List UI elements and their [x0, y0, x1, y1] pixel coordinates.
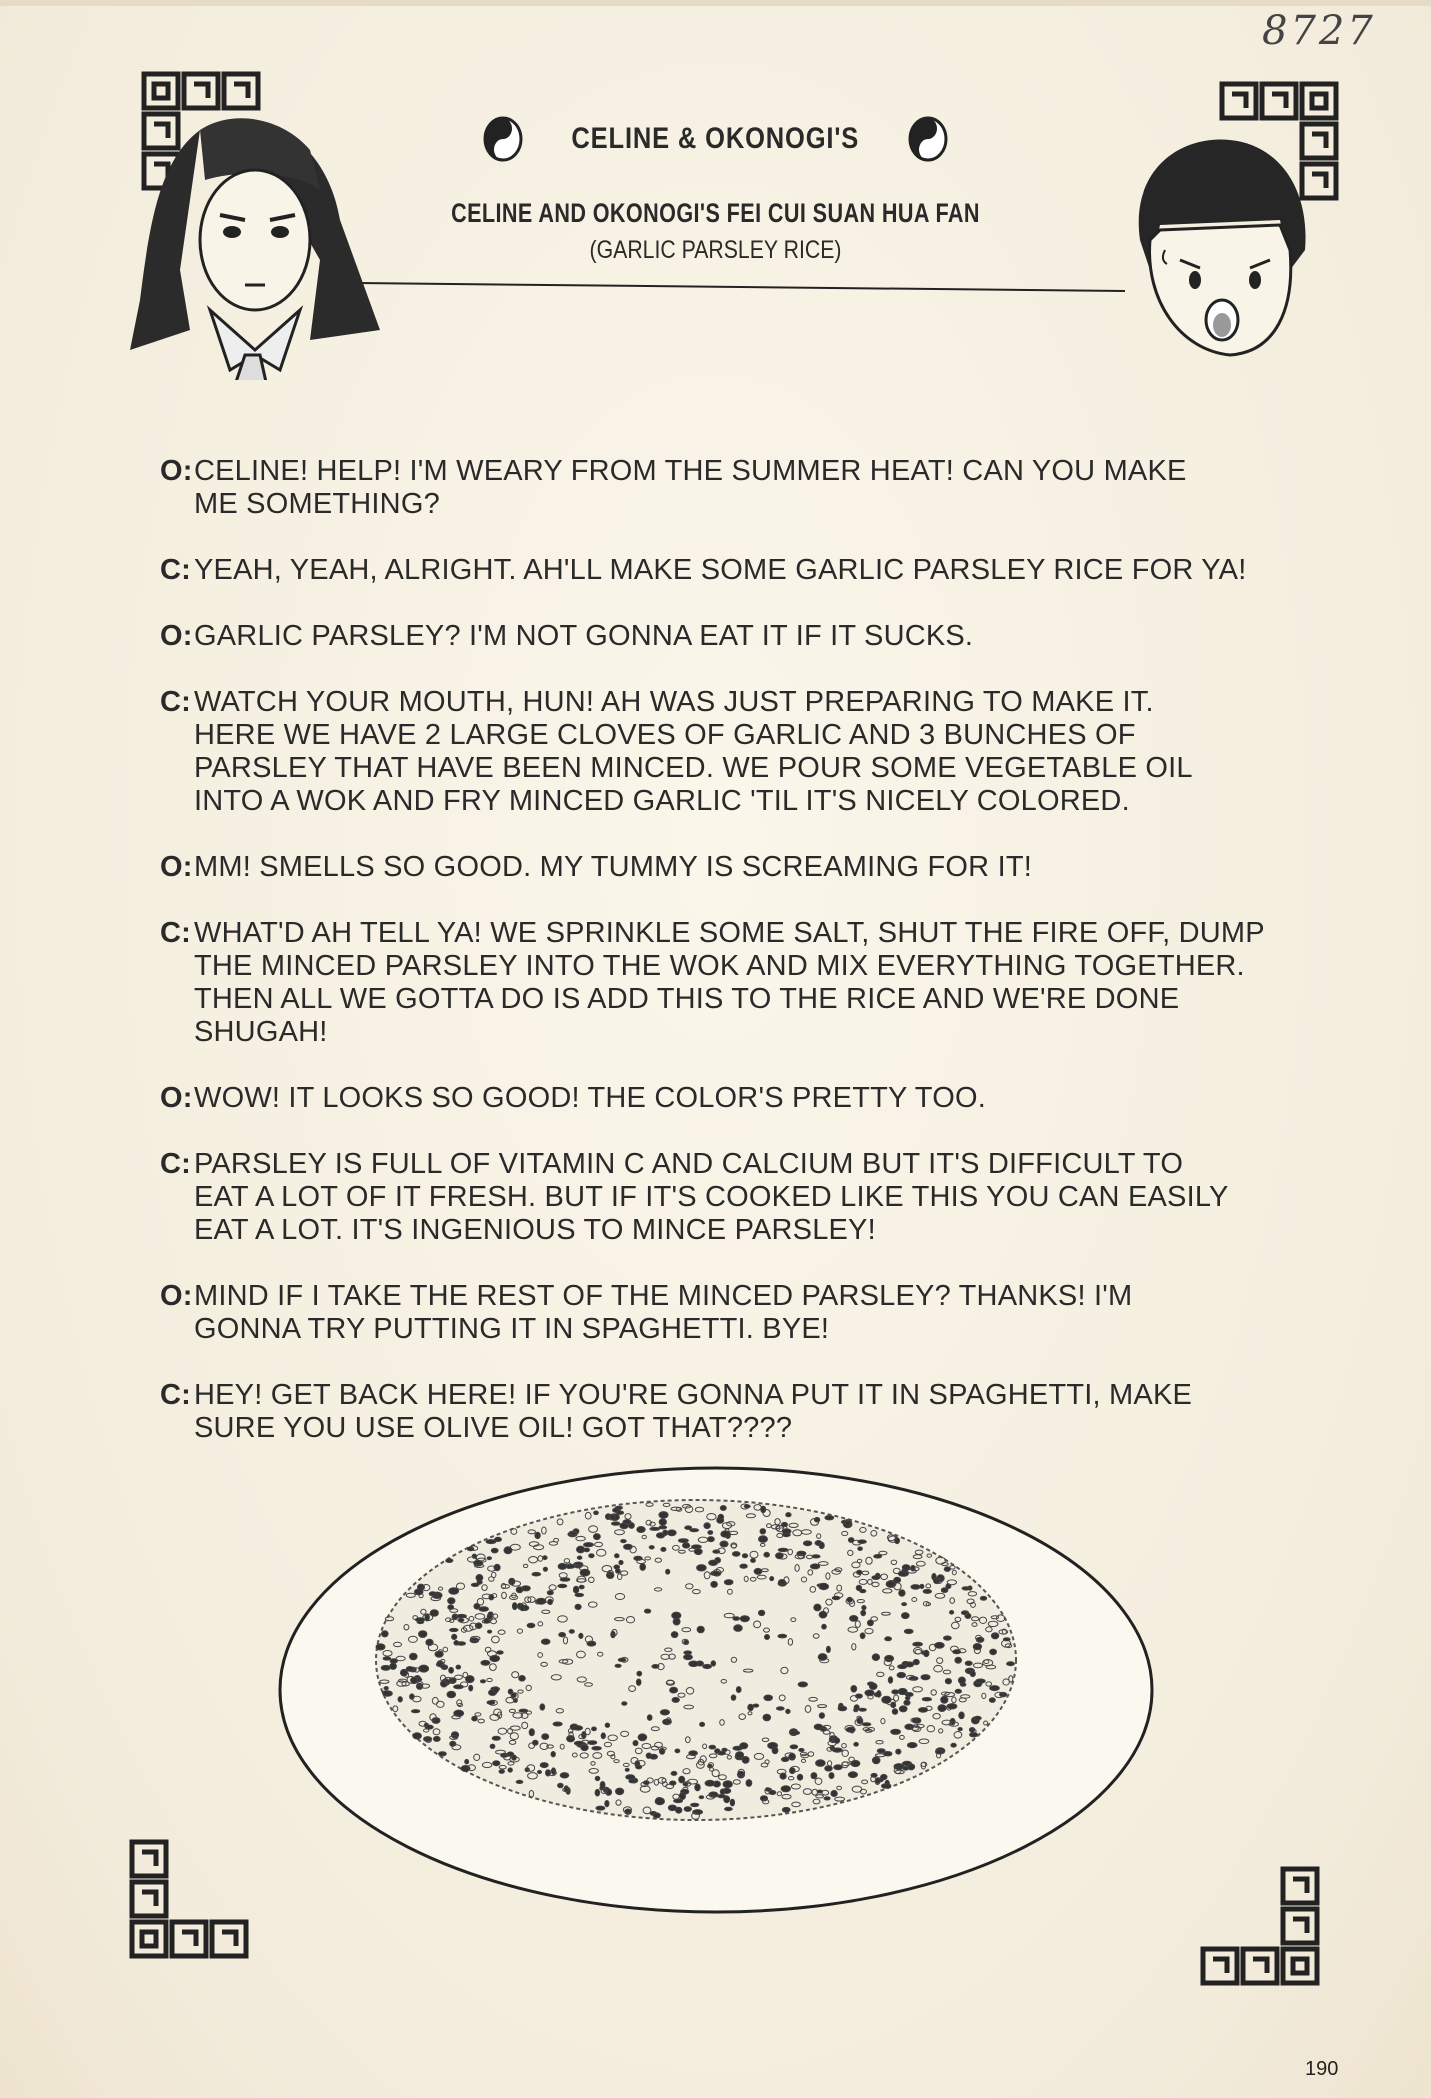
- brand-title: CELINE & OKONOGI'S: [571, 122, 860, 155]
- dialogue-line: [160, 455, 1300, 521]
- meander-ornament-bottom-right: [1195, 1865, 1325, 1995]
- okonogi-portrait: [1120, 130, 1320, 365]
- garlic-parsley-rice-illustration: [270, 1455, 1170, 1935]
- yin-yang-icon-right: [907, 115, 949, 163]
- dialogue-line: [160, 620, 1300, 653]
- dialogue-line: [160, 1280, 1300, 1346]
- dialogue-line: [160, 917, 1300, 1049]
- speaker-label: O:: [160, 455, 193, 487]
- dialogue-line: [160, 1082, 1300, 1115]
- yin-yang-icon-left: [482, 115, 524, 163]
- speaker-label: C:: [160, 554, 192, 586]
- dialogue-text: WATCH YOUR MOUTH, HUN! AH WAS JUST PREPARING TO MAKE IT. HERE WE HAVE 2 LARGE CLOVES OF GARLIC AND 3 BUNCHES OF PARSLEY THAT HAVE BEEN MINCED. WE POUR SOME VEGETABLE OIL INTO A WOK AND FRY MINCED GARLIC 'TIL IT'S NICELY COLORED.: [194, 686, 1192, 817]
- speaker-label: C:: [160, 917, 192, 949]
- recipe-title: CELINE AND OKONOGI'S FEI CUI SUAN HUA FAN: [451, 198, 980, 228]
- dialogue-text: GARLIC PARSLEY? I'M NOT GONNA EAT IT IF IT SUCKS.: [194, 620, 974, 652]
- dialogue-text: YEAH, YEAH, ALRIGHT. AH'LL MAKE SOME GARLIC PARSLEY RICE FOR YA!: [194, 554, 1247, 586]
- handwritten-note: 8727: [1262, 8, 1376, 54]
- dialogue-line: [160, 686, 1300, 818]
- recipe-dialogue: [160, 455, 1300, 1478]
- speaker-label: C:: [160, 686, 192, 718]
- speaker-label: O:: [160, 851, 193, 883]
- dialogue-text: HEY! GET BACK HERE! IF YOU'RE GONNA PUT IT IN SPAGHETTI, MAKE SURE YOU USE OLIVE OIL! GOT THAT????: [194, 1379, 1193, 1444]
- dialogue-line: [160, 1148, 1300, 1247]
- dialogue-text: WHAT'D AH TELL YA! WE SPRINKLE SOME SALT, SHUT THE FIRE OFF, DUMP THE MINCED PARSLEY INTO THE WOK AND MIX EVERYTHING TOGETHER. THEN ALL WE GOTTA DO IS ADD THIS TO THE RICE AND WE'RE DONE SHUGAH!: [194, 917, 1265, 1048]
- speaker-label: O:: [160, 1280, 193, 1312]
- dialogue-text: MIND IF I TAKE THE REST OF THE MINCED PARSLEY? THANKS! I'M GONNA TRY PUTTING IT IN SPAGHETTI. BYE!: [194, 1280, 1133, 1345]
- dialogue-line: [160, 554, 1300, 587]
- recipe-subtitle: (GARLIC PARSLEY RICE): [589, 236, 842, 264]
- dialogue-text: MM! SMELLS SO GOOD. MY TUMMY IS SCREAMING FOR IT!: [194, 851, 1033, 883]
- dialogue-text: CELINE! HELP! I'M WEARY FROM THE SUMMER HEAT! CAN YOU MAKE ME SOMETHING?: [194, 455, 1187, 520]
- speaker-label: O:: [160, 620, 193, 652]
- speaker-label: O:: [160, 1082, 193, 1114]
- dialogue-line: [160, 851, 1300, 884]
- dialogue-line: [160, 1379, 1300, 1445]
- page-edge: [0, 0, 1431, 6]
- page-number: 190: [1305, 2058, 1339, 2080]
- speaker-label: C:: [160, 1148, 192, 1180]
- dialogue-text: WOW! IT LOOKS SO GOOD! THE COLOR'S PRETTY TOO.: [194, 1082, 986, 1114]
- celine-portrait: [120, 100, 380, 380]
- dialogue-text: PARSLEY IS FULL OF VITAMIN C AND CALCIUM BUT IT'S DIFFICULT TO EAT A LOT OF IT FRESH. BUT IF IT'S COOKED LIKE THIS YOU CAN EASILY EAT A LOT. IT'S INGENIOUS TO MINCE PARSLEY!: [194, 1148, 1229, 1246]
- meander-ornament-bottom-left: [128, 1838, 253, 1973]
- speaker-label: C:: [160, 1379, 192, 1411]
